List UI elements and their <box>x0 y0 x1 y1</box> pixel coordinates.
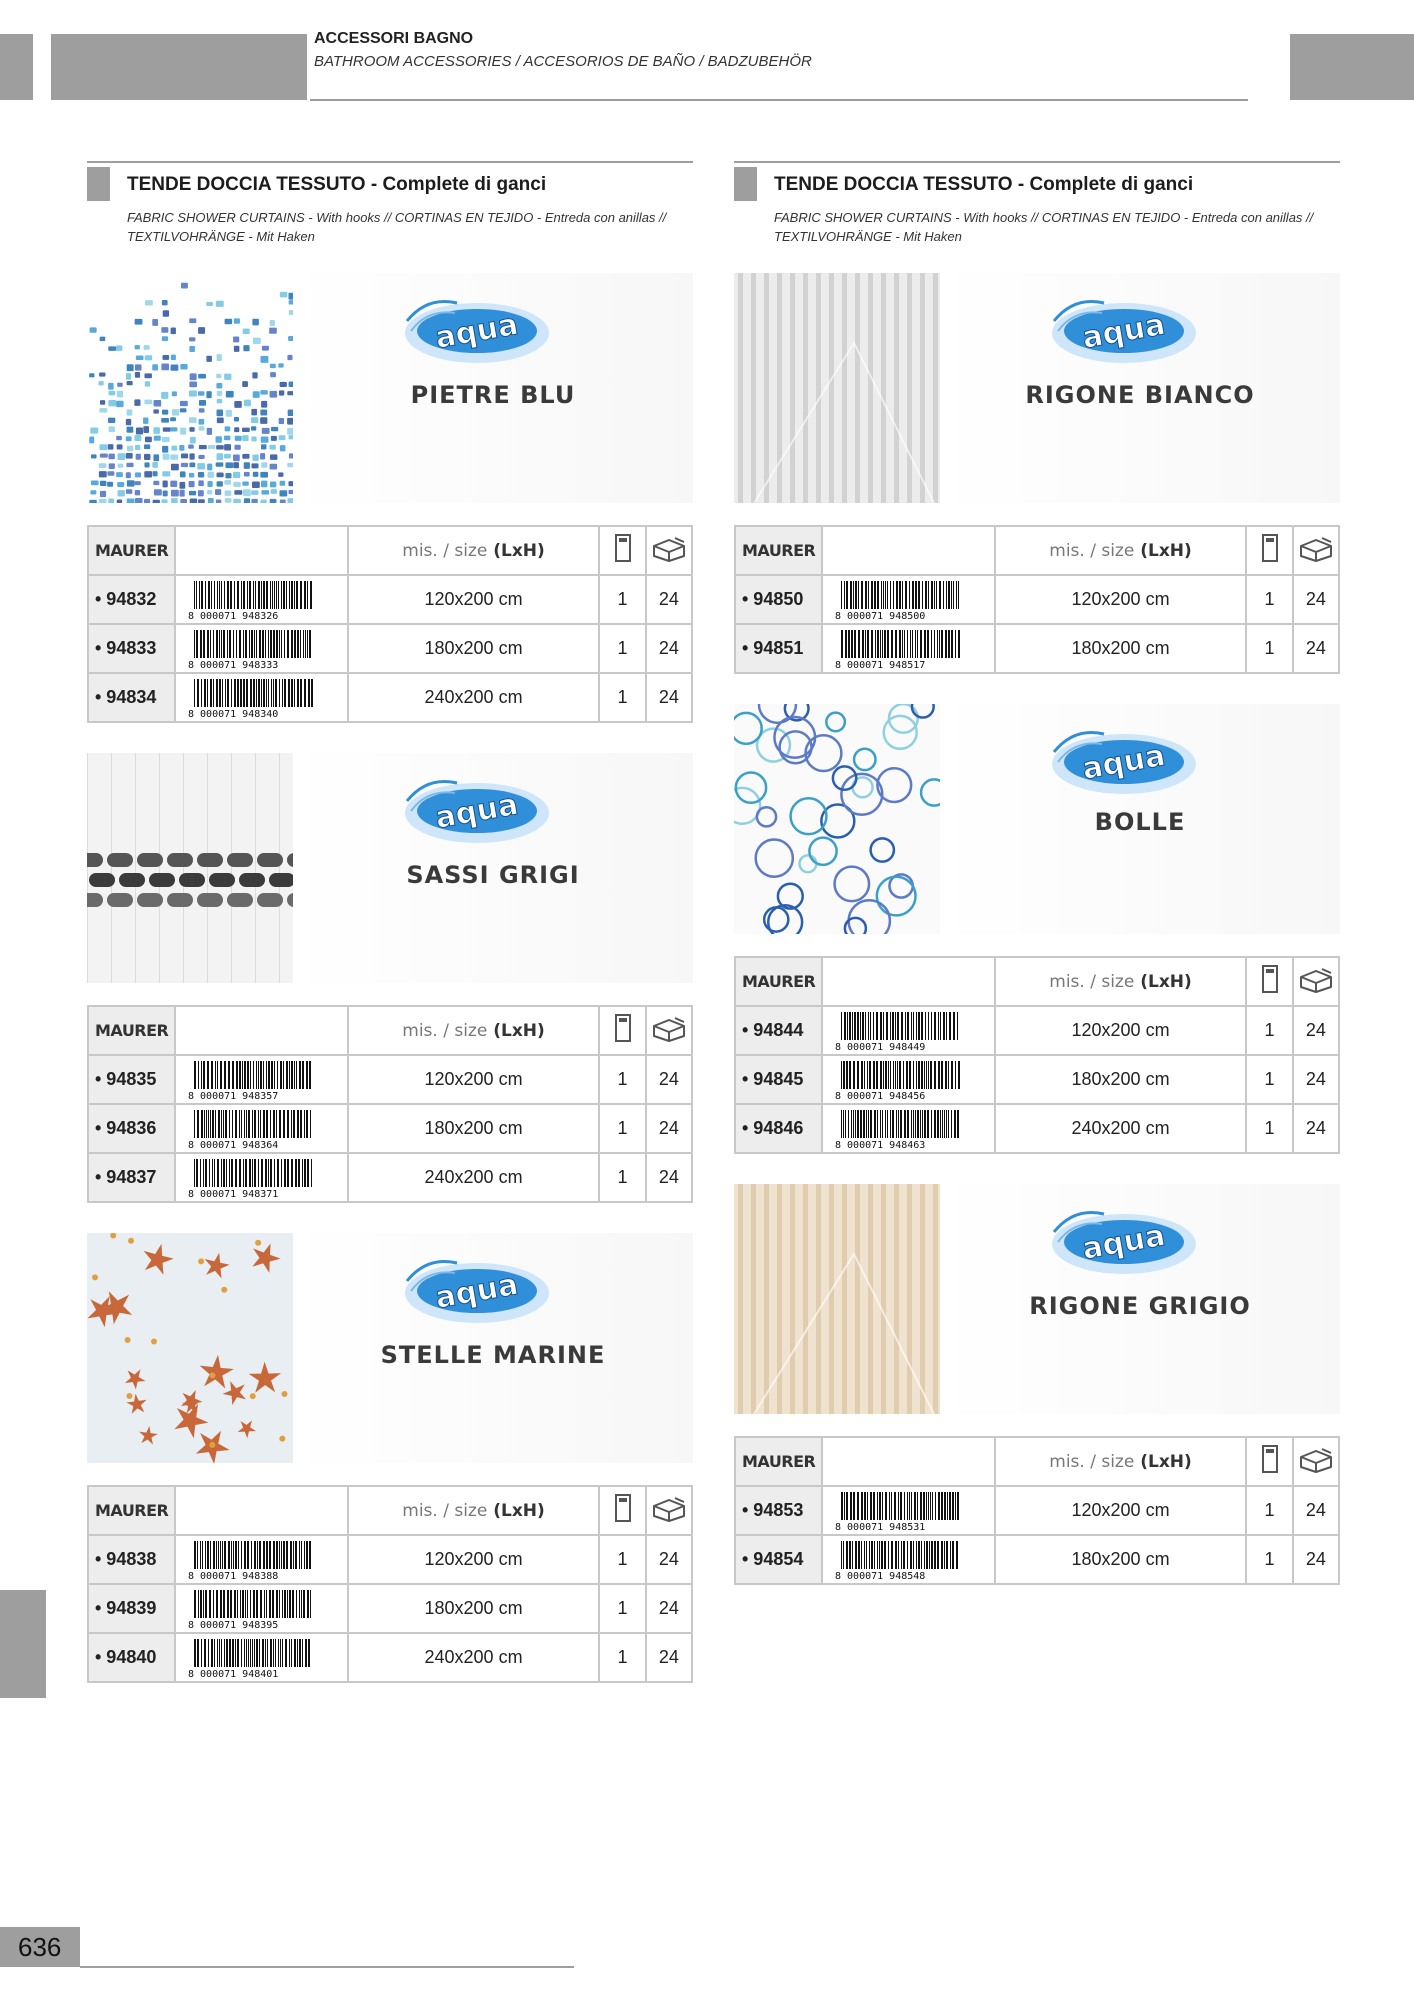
brand-label: MAURER <box>735 957 822 1006</box>
box-qty: 24 <box>646 1633 692 1682</box>
size-value: 240x200 cm <box>348 1153 600 1202</box>
product-table <box>87 525 693 723</box>
barcode-cell <box>822 1486 995 1535</box>
barcode-digits: 8 000071 948463 <box>834 1139 925 1150</box>
section-marker <box>87 167 110 201</box>
barcode <box>833 1010 963 1052</box>
product-code: • 94840 <box>88 1633 175 1682</box>
barcode-cell <box>175 1584 348 1633</box>
barcode-digits: 8 000071 948548 <box>834 1570 925 1581</box>
product-name: BOLLE <box>1094 808 1186 836</box>
product-list <box>734 273 1340 1584</box>
size-value: 240x200 cm <box>995 1104 1247 1153</box>
barcode-digits: 8 000071 948371 <box>187 1188 278 1199</box>
box-header <box>1293 526 1339 575</box>
barcode <box>833 1539 963 1581</box>
product-image <box>734 704 940 934</box>
barcode <box>186 1588 316 1630</box>
box-header <box>646 1006 692 1055</box>
barcode-digits: 8 000071 948500 <box>834 610 925 621</box>
table-row <box>735 624 1339 673</box>
product-table <box>87 1005 693 1203</box>
product-code: • 94846 <box>735 1104 822 1153</box>
barcode-cell <box>175 673 348 722</box>
unit-icon <box>612 533 634 563</box>
product-list <box>87 273 693 1713</box>
barcode-digits: 8 000071 948456 <box>834 1090 925 1101</box>
footer-rule <box>80 1966 574 1968</box>
box-qty: 24 <box>646 1584 692 1633</box>
barcode <box>186 1157 316 1199</box>
unit-qty: 1 <box>599 1633 645 1682</box>
table-row <box>88 673 692 722</box>
unit-icon <box>612 1493 634 1523</box>
product-block <box>87 753 693 1233</box>
barcode <box>833 1059 963 1101</box>
size-value: 240x200 cm <box>348 1633 600 1682</box>
header-block-left <box>0 34 33 100</box>
table-header-row <box>735 1437 1339 1486</box>
barcode-digits: 8 000071 948333 <box>187 659 278 670</box>
barcode-cell <box>822 1055 995 1104</box>
box-qty: 24 <box>646 1535 692 1584</box>
category-subtitle: BATHROOM ACCESSORIES / ACCESORIOS DE BAÑO / BADZUBEHÖR <box>314 53 812 70</box>
barcode-digits: 8 000071 948517 <box>834 659 925 670</box>
page-number: 636 <box>0 1927 80 1967</box>
size-value: 180x200 cm <box>348 624 600 673</box>
unit-header <box>1246 1437 1292 1486</box>
size-header <box>995 957 1247 1006</box>
product-code: • 94844 <box>735 1006 822 1055</box>
logo-text: aqua <box>1079 738 1168 787</box>
product-code: • 94836 <box>88 1104 175 1153</box>
barcode <box>186 1539 316 1581</box>
unit-qty: 1 <box>599 673 645 722</box>
aqua-logo <box>397 1251 557 1329</box>
table-row <box>88 1055 692 1104</box>
product-code: • 94835 <box>88 1055 175 1104</box>
size-header-prefix: mis. / size <box>1049 540 1135 561</box>
box-header <box>646 526 692 575</box>
table-row <box>88 1153 692 1202</box>
product-table <box>734 1436 1340 1585</box>
unit-qty: 1 <box>1246 1055 1292 1104</box>
brand-label: MAURER <box>735 1437 822 1486</box>
barcode-digits: 8 000071 948388 <box>187 1570 278 1581</box>
header-blank <box>175 1006 348 1055</box>
left-column <box>87 161 693 1713</box>
box-qty: 24 <box>1293 575 1339 624</box>
table-row <box>88 575 692 624</box>
table-header-row <box>88 1006 692 1055</box>
barcode <box>186 1637 316 1679</box>
size-header <box>995 1437 1247 1486</box>
box-header <box>646 1486 692 1535</box>
box-icon <box>651 1494 687 1522</box>
box-qty: 24 <box>646 673 692 722</box>
logo-text: aqua <box>432 787 521 836</box>
box-qty: 24 <box>646 624 692 673</box>
box-qty: 24 <box>1293 1104 1339 1153</box>
barcode <box>186 677 316 719</box>
unit-header <box>599 526 645 575</box>
section-subtitle: FABRIC SHOWER CURTAINS - With hooks // CORTINAS EN TEJIDO - Entreda con anillas // TEXTILVOHRÄNGE - Mit Haken <box>774 210 1314 244</box>
box-qty: 24 <box>646 575 692 624</box>
box-qty: 24 <box>646 1153 692 1202</box>
aqua-logo <box>1044 1202 1204 1280</box>
product-code: • 94851 <box>735 624 822 673</box>
box-qty: 24 <box>1293 1006 1339 1055</box>
barcode <box>186 628 316 670</box>
product-name: STELLE MARINE <box>380 1341 606 1369</box>
table-row <box>88 1535 692 1584</box>
unit-qty: 1 <box>599 1055 645 1104</box>
barcode-digits: 8 000071 948326 <box>187 610 278 621</box>
size-header-suffix: (LxH) <box>1134 1451 1192 1472</box>
barcode-cell <box>822 624 995 673</box>
size-header <box>348 1006 600 1055</box>
barcode-digits: 8 000071 948531 <box>834 1521 925 1532</box>
product-name: RIGONE BIANCO <box>1025 381 1255 409</box>
header-blank <box>175 1486 348 1535</box>
unit-qty: 1 <box>1246 1104 1292 1153</box>
size-header-prefix: mis. / size <box>402 540 488 561</box>
product-block <box>87 273 693 753</box>
barcode-digits: 8 000071 948395 <box>187 1619 278 1630</box>
section-title: TENDE DOCCIA TESSUTO - Complete di ganci <box>127 174 547 195</box>
table-row <box>735 1104 1339 1153</box>
table-row <box>735 1055 1339 1104</box>
section-header <box>734 161 1340 273</box>
barcode-cell <box>822 1104 995 1153</box>
header-blank <box>822 526 995 575</box>
size-value: 180x200 cm <box>995 1535 1247 1584</box>
box-icon <box>651 534 687 562</box>
barcode-cell <box>175 1153 348 1202</box>
barcode <box>186 1108 316 1150</box>
unit-qty: 1 <box>1246 1486 1292 1535</box>
unit-icon <box>1259 1444 1281 1474</box>
barcode-digits: 8 000071 948340 <box>187 708 278 719</box>
right-column <box>734 161 1340 1584</box>
box-icon <box>1298 534 1334 562</box>
barcode-digits: 8 000071 948357 <box>187 1090 278 1101</box>
product-code: • 94850 <box>735 575 822 624</box>
size-header-prefix: mis. / size <box>402 1020 488 1041</box>
product-block <box>734 1184 1340 1584</box>
barcode-cell <box>175 575 348 624</box>
table-header-row <box>88 1486 692 1535</box>
section-header <box>87 161 693 273</box>
unit-qty: 1 <box>599 1535 645 1584</box>
header-block-right <box>1290 34 1414 100</box>
box-qty: 24 <box>1293 624 1339 673</box>
size-value: 120x200 cm <box>995 1006 1247 1055</box>
size-header-suffix: (LxH) <box>1134 540 1192 561</box>
barcode-cell <box>175 1535 348 1584</box>
size-header-suffix: (LxH) <box>487 1020 545 1041</box>
unit-qty: 1 <box>1246 624 1292 673</box>
unit-qty: 1 <box>599 1104 645 1153</box>
size-value: 120x200 cm <box>995 575 1247 624</box>
logo-text: aqua <box>432 307 521 356</box>
size-header-suffix: (LxH) <box>487 1500 545 1521</box>
size-header <box>348 526 600 575</box>
box-header <box>1293 957 1339 1006</box>
size-value: 180x200 cm <box>995 624 1247 673</box>
table-row <box>735 1535 1339 1584</box>
product-table <box>734 956 1340 1154</box>
unit-qty: 1 <box>1246 1006 1292 1055</box>
header-blank <box>822 1437 995 1486</box>
barcode <box>186 1059 316 1101</box>
barcode-cell <box>822 1006 995 1055</box>
unit-header <box>599 1006 645 1055</box>
logo-text: aqua <box>432 1267 521 1316</box>
barcode-digits: 8 000071 948401 <box>187 1668 278 1679</box>
aqua-logo <box>397 771 557 849</box>
product-code: • 94839 <box>88 1584 175 1633</box>
size-value: 240x200 cm <box>348 673 600 722</box>
unit-qty: 1 <box>1246 575 1292 624</box>
header-blank <box>822 957 995 1006</box>
side-tab <box>0 1590 46 1698</box>
box-icon <box>1298 965 1334 993</box>
unit-header <box>1246 526 1292 575</box>
unit-qty: 1 <box>599 1153 645 1202</box>
table-header-row <box>88 526 692 575</box>
brand-label: MAURER <box>735 526 822 575</box>
box-qty: 24 <box>1293 1055 1339 1104</box>
size-value: 180x200 cm <box>348 1104 600 1153</box>
box-header <box>1293 1437 1339 1486</box>
size-value: 180x200 cm <box>348 1584 600 1633</box>
box-qty: 24 <box>1293 1486 1339 1535</box>
header-rule <box>310 99 1248 101</box>
size-header-prefix: mis. / size <box>402 1500 488 1521</box>
product-image <box>87 273 293 503</box>
category-title: ACCESSORI BAGNO <box>314 30 474 47</box>
section-rule <box>87 161 693 163</box>
section-marker <box>734 167 757 201</box>
product-code: • 94853 <box>735 1486 822 1535</box>
product-name: PIETRE BLU <box>410 381 576 409</box>
barcode-digits: 8 000071 948449 <box>834 1041 925 1052</box>
product-name: SASSI GRIGI <box>406 861 580 889</box>
product-image <box>87 753 293 983</box>
product-code: • 94854 <box>735 1535 822 1584</box>
barcode-digits: 8 000071 948364 <box>187 1139 278 1150</box>
product-table <box>87 1485 693 1683</box>
table-row <box>735 1006 1339 1055</box>
barcode <box>186 579 316 621</box>
size-header-suffix: (LxH) <box>1134 971 1192 992</box>
product-code: • 94838 <box>88 1535 175 1584</box>
size-value: 120x200 cm <box>348 1535 600 1584</box>
product-block <box>87 1233 693 1713</box>
section-subtitle: FABRIC SHOWER CURTAINS - With hooks // CORTINAS EN TEJIDO - Entreda con anillas // TEXTILVOHRÄNGE - Mit Haken <box>127 210 667 244</box>
unit-qty: 1 <box>599 575 645 624</box>
aqua-logo <box>1044 291 1204 369</box>
product-code: • 94833 <box>88 624 175 673</box>
unit-header <box>1246 957 1292 1006</box>
section-rule <box>734 161 1340 163</box>
size-value: 180x200 cm <box>995 1055 1247 1104</box>
brand-label: MAURER <box>88 1006 175 1055</box>
size-header-suffix: (LxH) <box>487 540 545 561</box>
unit-icon <box>1259 533 1281 563</box>
unit-header <box>599 1486 645 1535</box>
box-qty: 24 <box>1293 1535 1339 1584</box>
unit-qty: 1 <box>599 624 645 673</box>
box-icon <box>651 1014 687 1042</box>
size-value: 120x200 cm <box>348 575 600 624</box>
logo-text: aqua <box>1079 1218 1168 1267</box>
product-image <box>734 1184 940 1414</box>
product-code: • 94845 <box>735 1055 822 1104</box>
table-row <box>88 1584 692 1633</box>
box-qty: 24 <box>646 1055 692 1104</box>
aqua-logo <box>1044 722 1204 800</box>
product-code: • 94832 <box>88 575 175 624</box>
size-value: 120x200 cm <box>995 1486 1247 1535</box>
barcode <box>833 1490 963 1532</box>
product-block <box>734 704 1340 1184</box>
size-header <box>348 1486 600 1535</box>
product-image <box>87 1233 293 1463</box>
brand-label: MAURER <box>88 1486 175 1535</box>
table-row <box>88 624 692 673</box>
product-name: RIGONE GRIGIO <box>1029 1292 1251 1320</box>
unit-qty: 1 <box>1246 1535 1292 1584</box>
barcode-cell <box>822 575 995 624</box>
table-row <box>735 575 1339 624</box>
product-block <box>734 273 1340 704</box>
table-header-row <box>735 957 1339 1006</box>
barcode-cell <box>175 1633 348 1682</box>
table-header-row <box>735 526 1339 575</box>
barcode-cell <box>175 624 348 673</box>
size-header-prefix: mis. / size <box>1049 1451 1135 1472</box>
barcode-cell <box>175 1104 348 1153</box>
unit-icon <box>612 1013 634 1043</box>
section-title: TENDE DOCCIA TESSUTO - Complete di ganci <box>774 174 1194 195</box>
barcode-cell <box>822 1535 995 1584</box>
barcode <box>833 628 963 670</box>
logo-text: aqua <box>1079 307 1168 356</box>
table-row <box>735 1486 1339 1535</box>
size-header-prefix: mis. / size <box>1049 971 1135 992</box>
size-header <box>995 526 1247 575</box>
box-icon <box>1298 1445 1334 1473</box>
unit-icon <box>1259 964 1281 994</box>
box-qty: 24 <box>646 1104 692 1153</box>
barcode <box>833 579 963 621</box>
unit-qty: 1 <box>599 1584 645 1633</box>
product-image <box>734 273 940 503</box>
aqua-logo <box>397 291 557 369</box>
header-block-mid <box>51 34 307 100</box>
product-code: • 94837 <box>88 1153 175 1202</box>
brand-label: MAURER <box>88 526 175 575</box>
size-value: 120x200 cm <box>348 1055 600 1104</box>
table-row <box>88 1633 692 1682</box>
table-row <box>88 1104 692 1153</box>
barcode <box>833 1108 963 1150</box>
header-blank <box>175 526 348 575</box>
barcode-cell <box>175 1055 348 1104</box>
product-code: • 94834 <box>88 673 175 722</box>
product-table <box>734 525 1340 674</box>
